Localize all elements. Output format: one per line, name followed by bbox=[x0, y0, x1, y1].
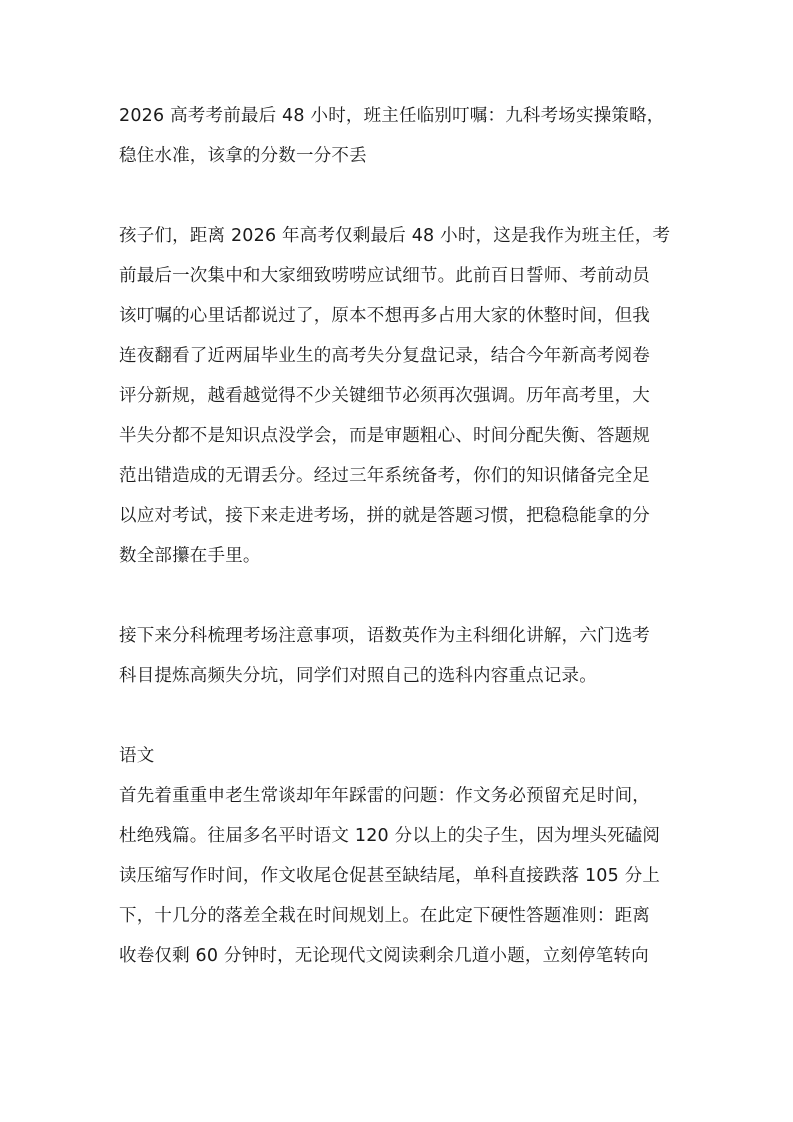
paragraph-gap bbox=[119, 696, 679, 736]
paragraph-line: 读压缩写作时间，作文收尾仓促甚至缺结尾，单科直接跌落 105 分上 bbox=[119, 866, 661, 886]
paragraph-line: 连夜翻看了近两届毕业生的高考失分复盘记录，结合今年新高考阅卷 bbox=[119, 346, 650, 366]
paragraph-line: 首先着重重申老生常谈却年年踩雷的问题：作文务必预留充足时间， bbox=[119, 786, 650, 806]
document-body bbox=[119, 96, 679, 976]
chinese-section bbox=[119, 736, 679, 976]
paragraph-line: 半失分都不是知识点没学会，而是审题粗心、时间分配失衡、答题规 bbox=[119, 426, 650, 446]
paragraph-line: 下，十几分的落差全栽在时间规划上。在此定下硬性答题准则：距离 bbox=[119, 906, 650, 926]
paragraph-line: 接下来分科梳理考场注意事项，语数英作为主科细化讲解，六门选考 bbox=[119, 626, 650, 646]
paragraph-line: 该叮嘱的心里话都说过了，原本不想再多占用大家的休整时间，但我 bbox=[119, 306, 650, 326]
paragraph-gap bbox=[119, 176, 679, 216]
paragraph-line: 以应对考试，接下来走进考场，拼的就是答题习惯，把稳稳能拿的分 bbox=[119, 506, 650, 526]
paragraph-line: 数全部攥在手里。 bbox=[119, 546, 261, 566]
paragraph-line: 评分新规，越看越觉得不少关键细节必须再次强调。历年高考里，大 bbox=[119, 386, 650, 406]
intro-paragraph bbox=[119, 216, 679, 576]
paragraph-line: 前最后一次集中和大家细致唠唠应试细节。此前百日誓师、考前动员 bbox=[119, 266, 650, 286]
paragraph-line: 科目提炼高频失分坑，同学们对照自己的选科内容重点记录。 bbox=[119, 666, 597, 686]
section-heading: 语文 bbox=[119, 746, 155, 766]
paragraph-line: 收卷仅剩 60 分钟时，无论现代文阅读剩余几道小题，立刻停笔转向 bbox=[119, 946, 649, 966]
title-line: 稳住水准，该拿的分数一分不丢 bbox=[119, 146, 367, 166]
paragraph-gap bbox=[119, 576, 679, 616]
title-line: 2026 高考考前最后 48 小时，班主任临别叮嘱：九科考场实操策略， bbox=[119, 106, 665, 126]
paragraph-line: 孩子们，距离 2026 年高考仅剩最后 48 小时，这是我作为班主任，考 bbox=[119, 226, 671, 246]
paragraph-line: 杜绝残篇。往届多名平时语文 120 分以上的尖子生，因为埋头死磕阅 bbox=[119, 826, 661, 846]
document-title bbox=[119, 96, 679, 176]
overview-paragraph bbox=[119, 616, 679, 696]
paragraph-line: 范出错造成的无谓丢分。经过三年系统备考，你们的知识储备完全足 bbox=[119, 466, 650, 486]
